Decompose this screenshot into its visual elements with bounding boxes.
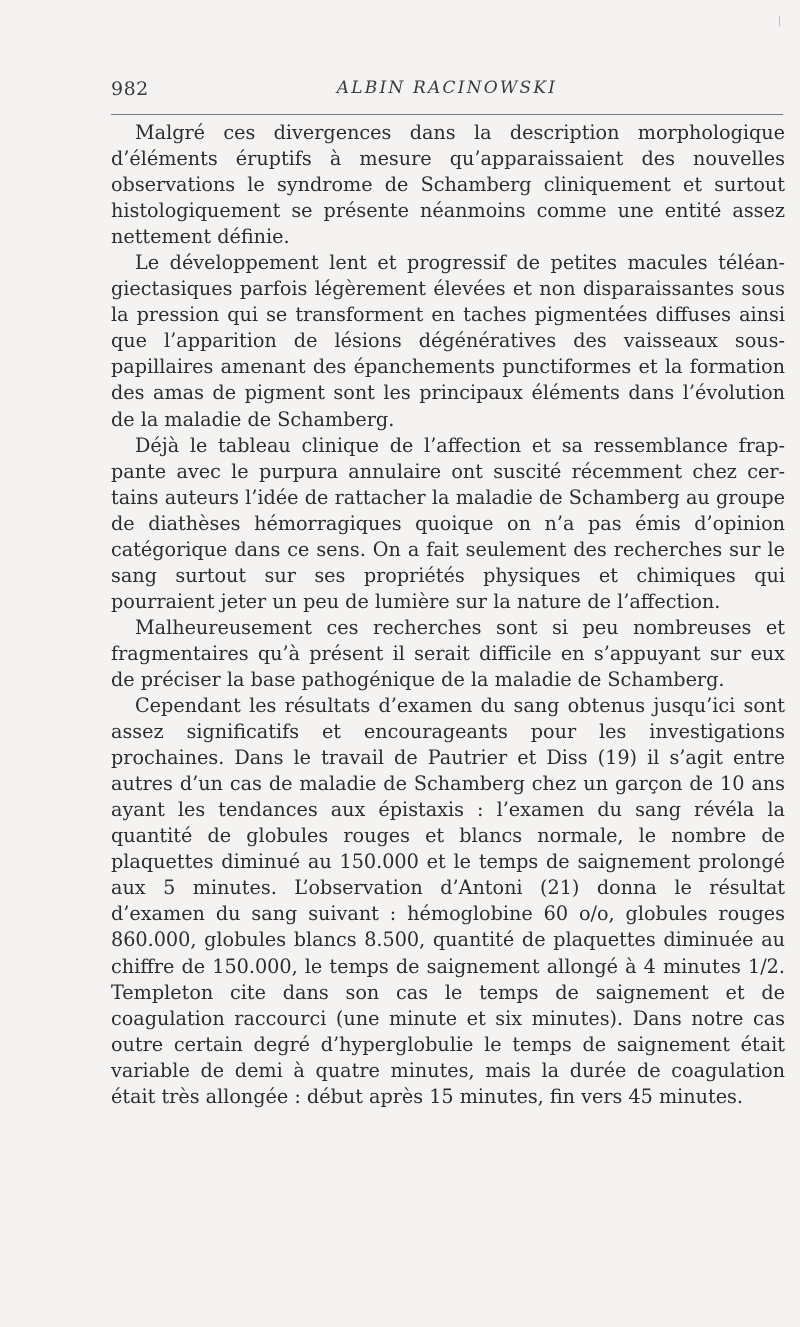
page-number: 982 xyxy=(111,78,149,100)
paragraph: Malgré ces divergences dans la description morphologique d’éléments éruptifs à mesure qu’apparaissaient des nouvelles observations le syndrome de Schamberg cliniquement et surtout histologiquement se présente néanmoins comme une entité assez nettement définie. xyxy=(111,121,785,249)
paragraph: Le développement lent et progressif de petites macules téléangiectasiques parfois légèrement élevées et non disparaissantes sous la pression qui se transforment en taches pigmentées diffuses ainsi que l’apparition de lésions dégénératives des vaisseaux sous-papillaires amenant des épanchements punctiformes et la formation des amas de pigment sont les principaux éléments dans l’évolution de la maladie de Schamberg. xyxy=(111,251,785,431)
running-header xyxy=(111,78,783,106)
margin-mark xyxy=(779,16,780,26)
header-rule xyxy=(111,114,783,115)
paragraph: Malheureusement ces recherches sont si peu nombreuses et fragmentaires qu’à présent il serait difficile en s’appuyant sur eux de préciser la base pathogénique de la maladie de Schamberg. xyxy=(111,615,785,691)
paragraph: Cependant les résultats d’examen du sang obtenus jusqu’ici sont assez significatifs et encourageants pour les investigations prochaines. Dans le travail de Pautrier et Diss (19) il s’agit entre autres d’un cas de maladie de Schamberg chez un garçon de 10 ans ayant les tendances aux épistaxis : l’examen du sang révéla la quantité de globules rouges et blancs normale, le nombre de plaquettes diminué au 150.000 et le temps de saignement prolongé aux 5 minutes. L’observation d’Antoni (21) donna le résultat d’examen du sang suivant : hémoglobine 60 o/o, globules rouges 860.000, globules blancs 8.500, quantité de plaquettes diminuée au chiffre de 150.000, le temps de saignement allongé à 4 minutes 1/2. Templeton cite dans son cas le temps de saignement et de coagulation raccourci (une minute et six minutes). Dans notre cas outre certain degré d’hyperglobulie le temps de saignement était variable de demi à quatre minutes, mais la durée de coagulation était très allongée : début après 15 minutes, fin vers 45 minutes. xyxy=(111,694,785,1108)
body-text xyxy=(111,120,785,1110)
running-title: ALBIN RACINOWSKI xyxy=(336,78,558,98)
paragraph: Déjà le tableau clinique de l’affection et sa ressemblance frappante avec le purpura annulaire ont suscité récemment chez certains auteurs l’idée de rattacher la maladie de Schamberg au groupe de diathèses hémorragiques quoique on n’a pas émis d’opinion catégorique dans ce sens. On a fait seulement des recherches sur le sang surtout sur ses propriétés physiques et chimiques qui pourraient jeter un peu de lumière sur la nature de l’affection. xyxy=(111,433,785,613)
